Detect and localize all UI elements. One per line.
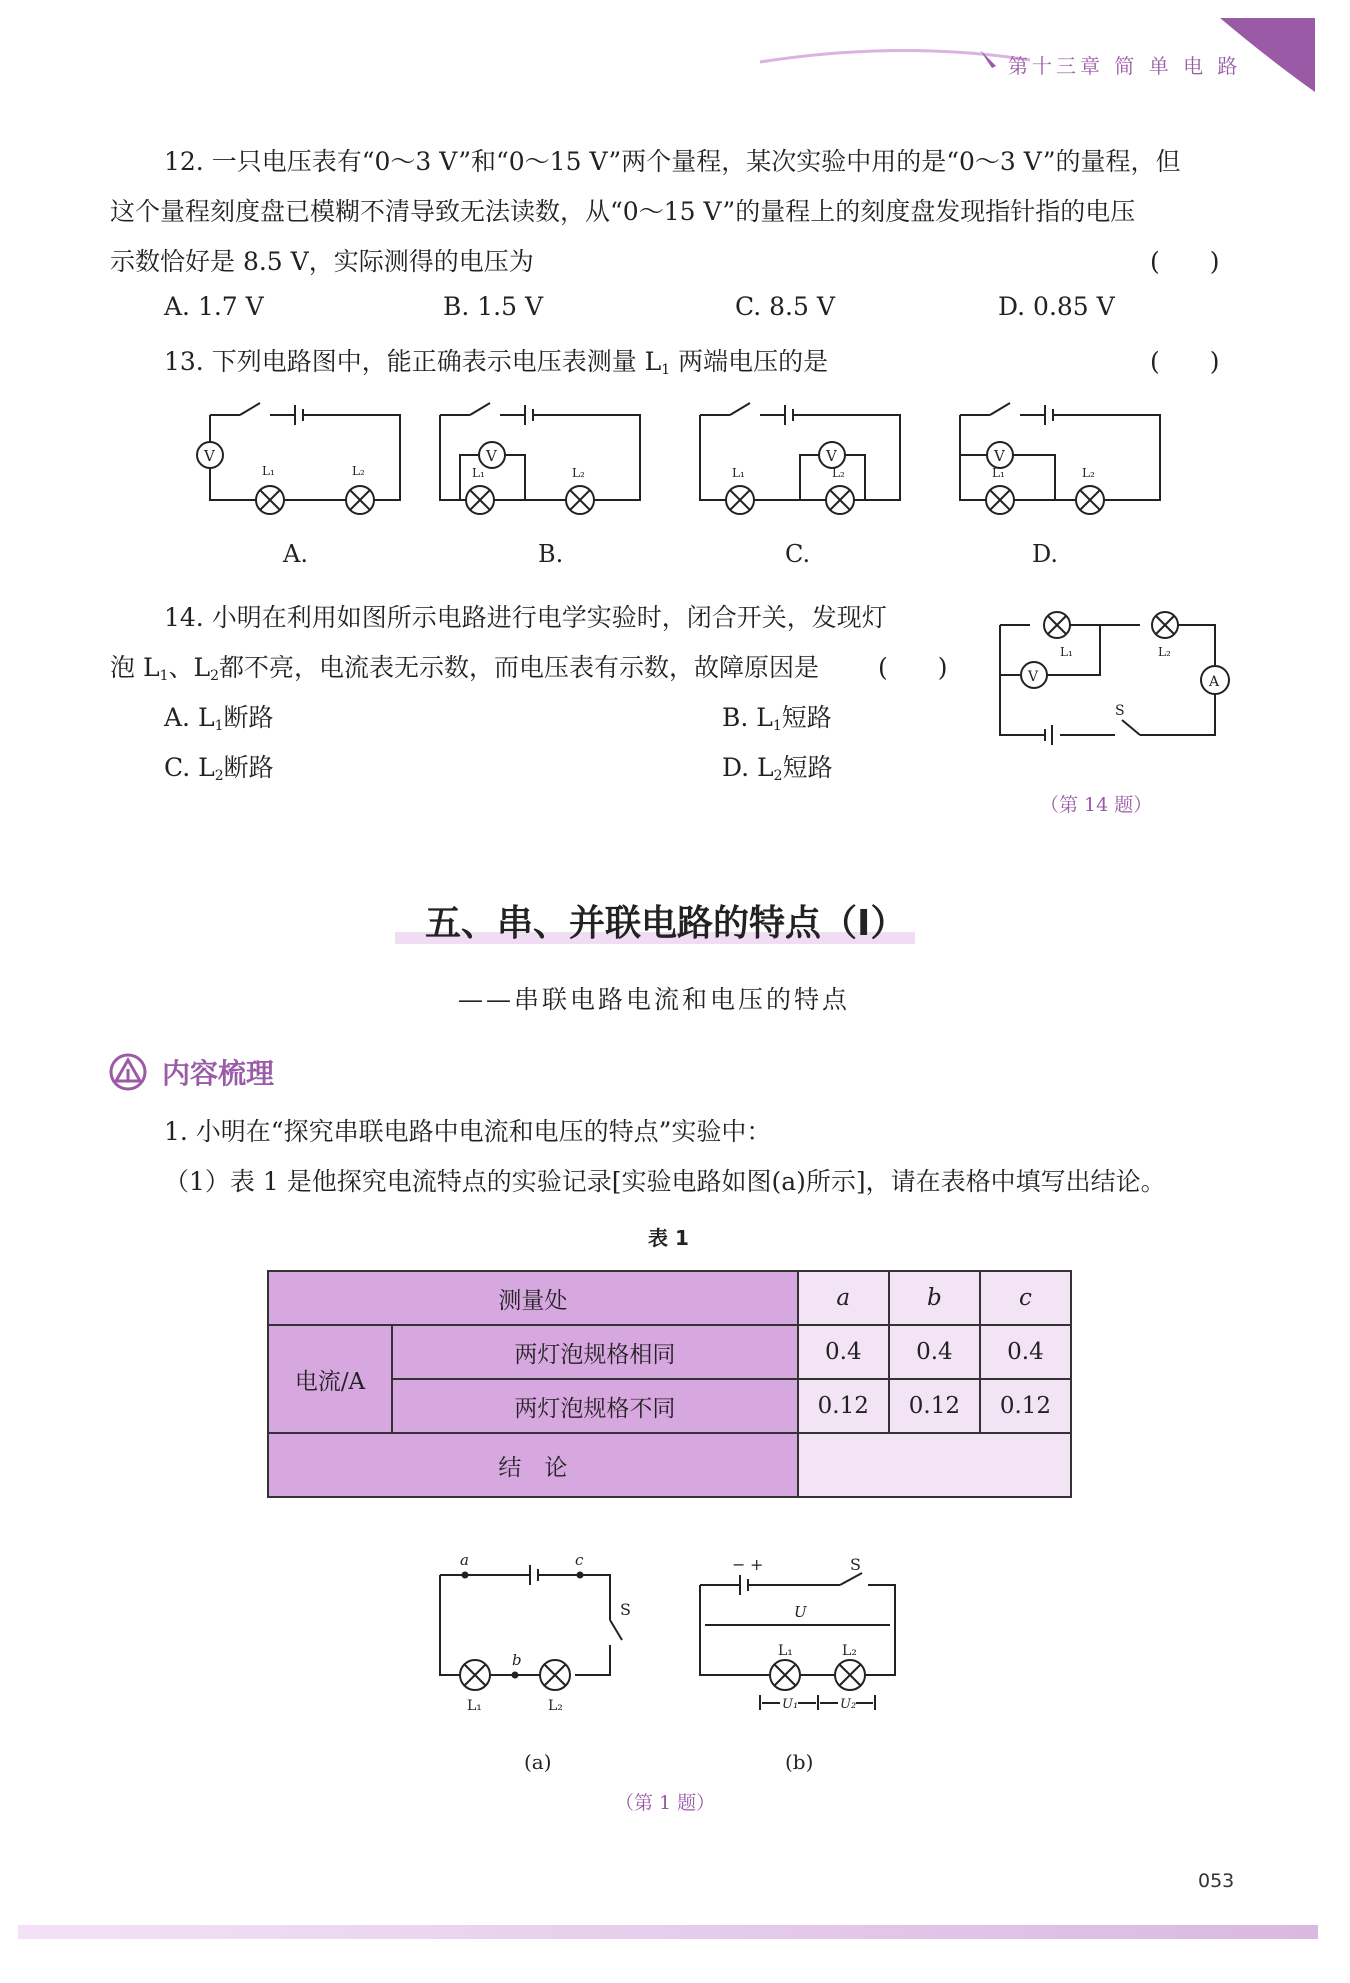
q13-label-d: D.: [1032, 540, 1059, 568]
q14-option-a: A. $L_1$断路: [164, 703, 274, 734]
svg-text:−: −: [732, 1555, 746, 1574]
q13-answer-paren: ( ): [1150, 347, 1220, 376]
q14-text-b: 、L: [168, 653, 211, 682]
row-label: 两灯泡规格不同: [392, 1379, 798, 1433]
svg-text:S: S: [1115, 703, 1125, 719]
table-row: [268, 1325, 1071, 1379]
q13-label-c: C.: [785, 540, 811, 568]
q14-option-d: D. $L_2$短路: [722, 753, 833, 784]
cell-value: 0.4: [798, 1325, 889, 1379]
q14-line2: [110, 648, 819, 684]
section-subtitle: ——串联电路电流和电压的特点: [458, 985, 851, 1014]
q14-option-c: C. $L_2$断路: [164, 753, 274, 784]
circuit-c: [700, 403, 900, 500]
svg-text:L₂: L₂: [842, 1643, 857, 1659]
svg-text:L₂: L₂: [548, 1698, 563, 1714]
q14-sub2: 2: [210, 668, 220, 684]
q1-line1: 1. 小明在“探究串联电路中电流和电压的特点”实验中：: [164, 1117, 772, 1146]
q12-answer-paren: ( ): [1150, 247, 1220, 276]
q14-text-c: 都不亮，电流表无示数，而电压表有示数，故障原因是: [219, 653, 820, 682]
svg-text:+: +: [750, 1555, 764, 1574]
svg-text:U: U: [794, 1603, 807, 1621]
row-label: 两灯泡规格相同: [392, 1325, 798, 1379]
current-label: 电流/A: [268, 1325, 392, 1433]
data-table: [267, 1270, 1072, 1498]
q12-option-b: B. 1.5 V: [443, 292, 544, 321]
content-heading: 内容梳理: [162, 1057, 275, 1090]
figure-caption: （第 1 题）: [615, 1792, 716, 1814]
q12-option-d: D. 0.85 V: [998, 292, 1115, 321]
header-a: a: [798, 1271, 889, 1325]
cell-value: 0.12: [798, 1379, 889, 1433]
q14-answer-paren: ( ): [878, 653, 948, 682]
svg-text:S: S: [620, 1600, 631, 1619]
svg-text:L₁: L₁: [467, 1698, 482, 1714]
svg-text:a: a: [460, 1551, 469, 1569]
conclusion-answer-cell[interactable]: [798, 1433, 1071, 1497]
svg-text:L₂: L₂: [1158, 645, 1171, 659]
q12-option-a: A. 1.7 V: [164, 292, 264, 321]
q14-option-b: B. $L_1$短路: [722, 703, 832, 734]
svg-text:c: c: [575, 1551, 584, 1569]
chapter-title: 第十三章 简 单 电 路: [1008, 54, 1242, 78]
q13-label-b: B.: [538, 540, 564, 568]
svg-text:V: V: [486, 447, 497, 465]
conclusion-label: 结 论: [268, 1433, 798, 1497]
circuit-a: [210, 403, 400, 500]
q14-figure-caption: （第 14 题）: [1040, 794, 1153, 816]
svg-text:U₂: U₂: [840, 1697, 857, 1712]
q12-option-c: C. 8.5 V: [735, 292, 835, 321]
q14-sub1: 1: [159, 668, 169, 684]
q12-line3: 示数恰好是 8.5 V，实际测得的电压为: [110, 247, 534, 276]
q13-sub: 1: [661, 362, 671, 378]
svg-text:A: A: [1209, 674, 1220, 690]
q14-circuit: [990, 600, 1230, 760]
q1-line2: （1）表 1 是他探究电流特点的实验记录[实验电路如图(a)所示]，请在表格中填写出结论。: [164, 1167, 1166, 1196]
cell-value: 0.12: [889, 1379, 980, 1433]
header-b: b: [889, 1271, 980, 1325]
svg-text:L₁: L₁: [992, 466, 1005, 480]
q13-text: 13. 下列电路图中，能正确表示电压表测量 L: [164, 347, 662, 376]
circuit-d: [960, 403, 1160, 500]
q13-circuits: [180, 385, 1170, 525]
cell-value: 0.12: [980, 1379, 1071, 1433]
q12-line1: 12. 一只电压表有“0～3 V”和“0～15 V”两个量程，某次实验中用的是“0～3 V”的量程，但: [164, 147, 1181, 176]
circuit-figure-b: [690, 1545, 920, 1735]
svg-text:L₁: L₁: [732, 466, 745, 480]
svg-text:S: S: [850, 1555, 861, 1574]
svg-text:L₂: L₂: [572, 466, 585, 480]
triangle-circle-icon: [108, 1052, 148, 1096]
cell-value: 0.4: [889, 1325, 980, 1379]
svg-text:V: V: [204, 447, 215, 465]
q13-label-a: A.: [283, 540, 308, 568]
svg-text:V: V: [826, 447, 837, 465]
table-title: 表 1: [648, 1226, 689, 1250]
header-c: c: [980, 1271, 1071, 1325]
figure-b-label: (b): [785, 1750, 814, 1774]
conclusion-row: [268, 1433, 1071, 1497]
circuit-figure-a: [430, 1545, 650, 1735]
cell-value: 0.4: [980, 1325, 1071, 1379]
svg-text:V: V: [994, 447, 1005, 465]
svg-text:L₂: L₂: [1082, 466, 1095, 480]
q12-line2: 这个量程刻度盘已模糊不清导致无法读数，从“0～15 V”的量程上的刻度盘发现指针指的电压: [110, 197, 1136, 226]
svg-text:L₂: L₂: [352, 464, 365, 478]
svg-text:L₁: L₁: [778, 1643, 793, 1659]
table-header-row: [268, 1271, 1071, 1325]
svg-text:L₁: L₁: [1060, 645, 1073, 659]
svg-text:L₂: L₂: [832, 466, 845, 480]
q13-text-end: 两端电压的是: [670, 347, 829, 376]
q14-text-a: 泡 L: [110, 653, 160, 682]
section-title: 五、串、并联电路的特点（Ⅰ）: [425, 903, 907, 944]
q13-line1: [164, 342, 828, 378]
q14-line1: 14. 小明在利用如图所示电路进行电学实验时，闭合开关，发现灯: [164, 603, 887, 632]
page-number: 053: [1198, 1870, 1235, 1892]
pencil-icon: [978, 48, 1000, 74]
voltmeter-a: [197, 442, 223, 468]
svg-text:V: V: [1028, 669, 1039, 685]
figure-a-label: (a): [524, 1750, 552, 1774]
svg-text:b: b: [512, 1651, 522, 1669]
circuit-b: [440, 403, 640, 500]
header-measure-point: 测量处: [268, 1271, 798, 1325]
svg-text:U₁: U₁: [782, 1697, 799, 1712]
svg-text:L₁: L₁: [262, 464, 275, 478]
svg-text:L₁: L₁: [472, 466, 485, 480]
footer-band: [18, 1925, 1318, 1939]
